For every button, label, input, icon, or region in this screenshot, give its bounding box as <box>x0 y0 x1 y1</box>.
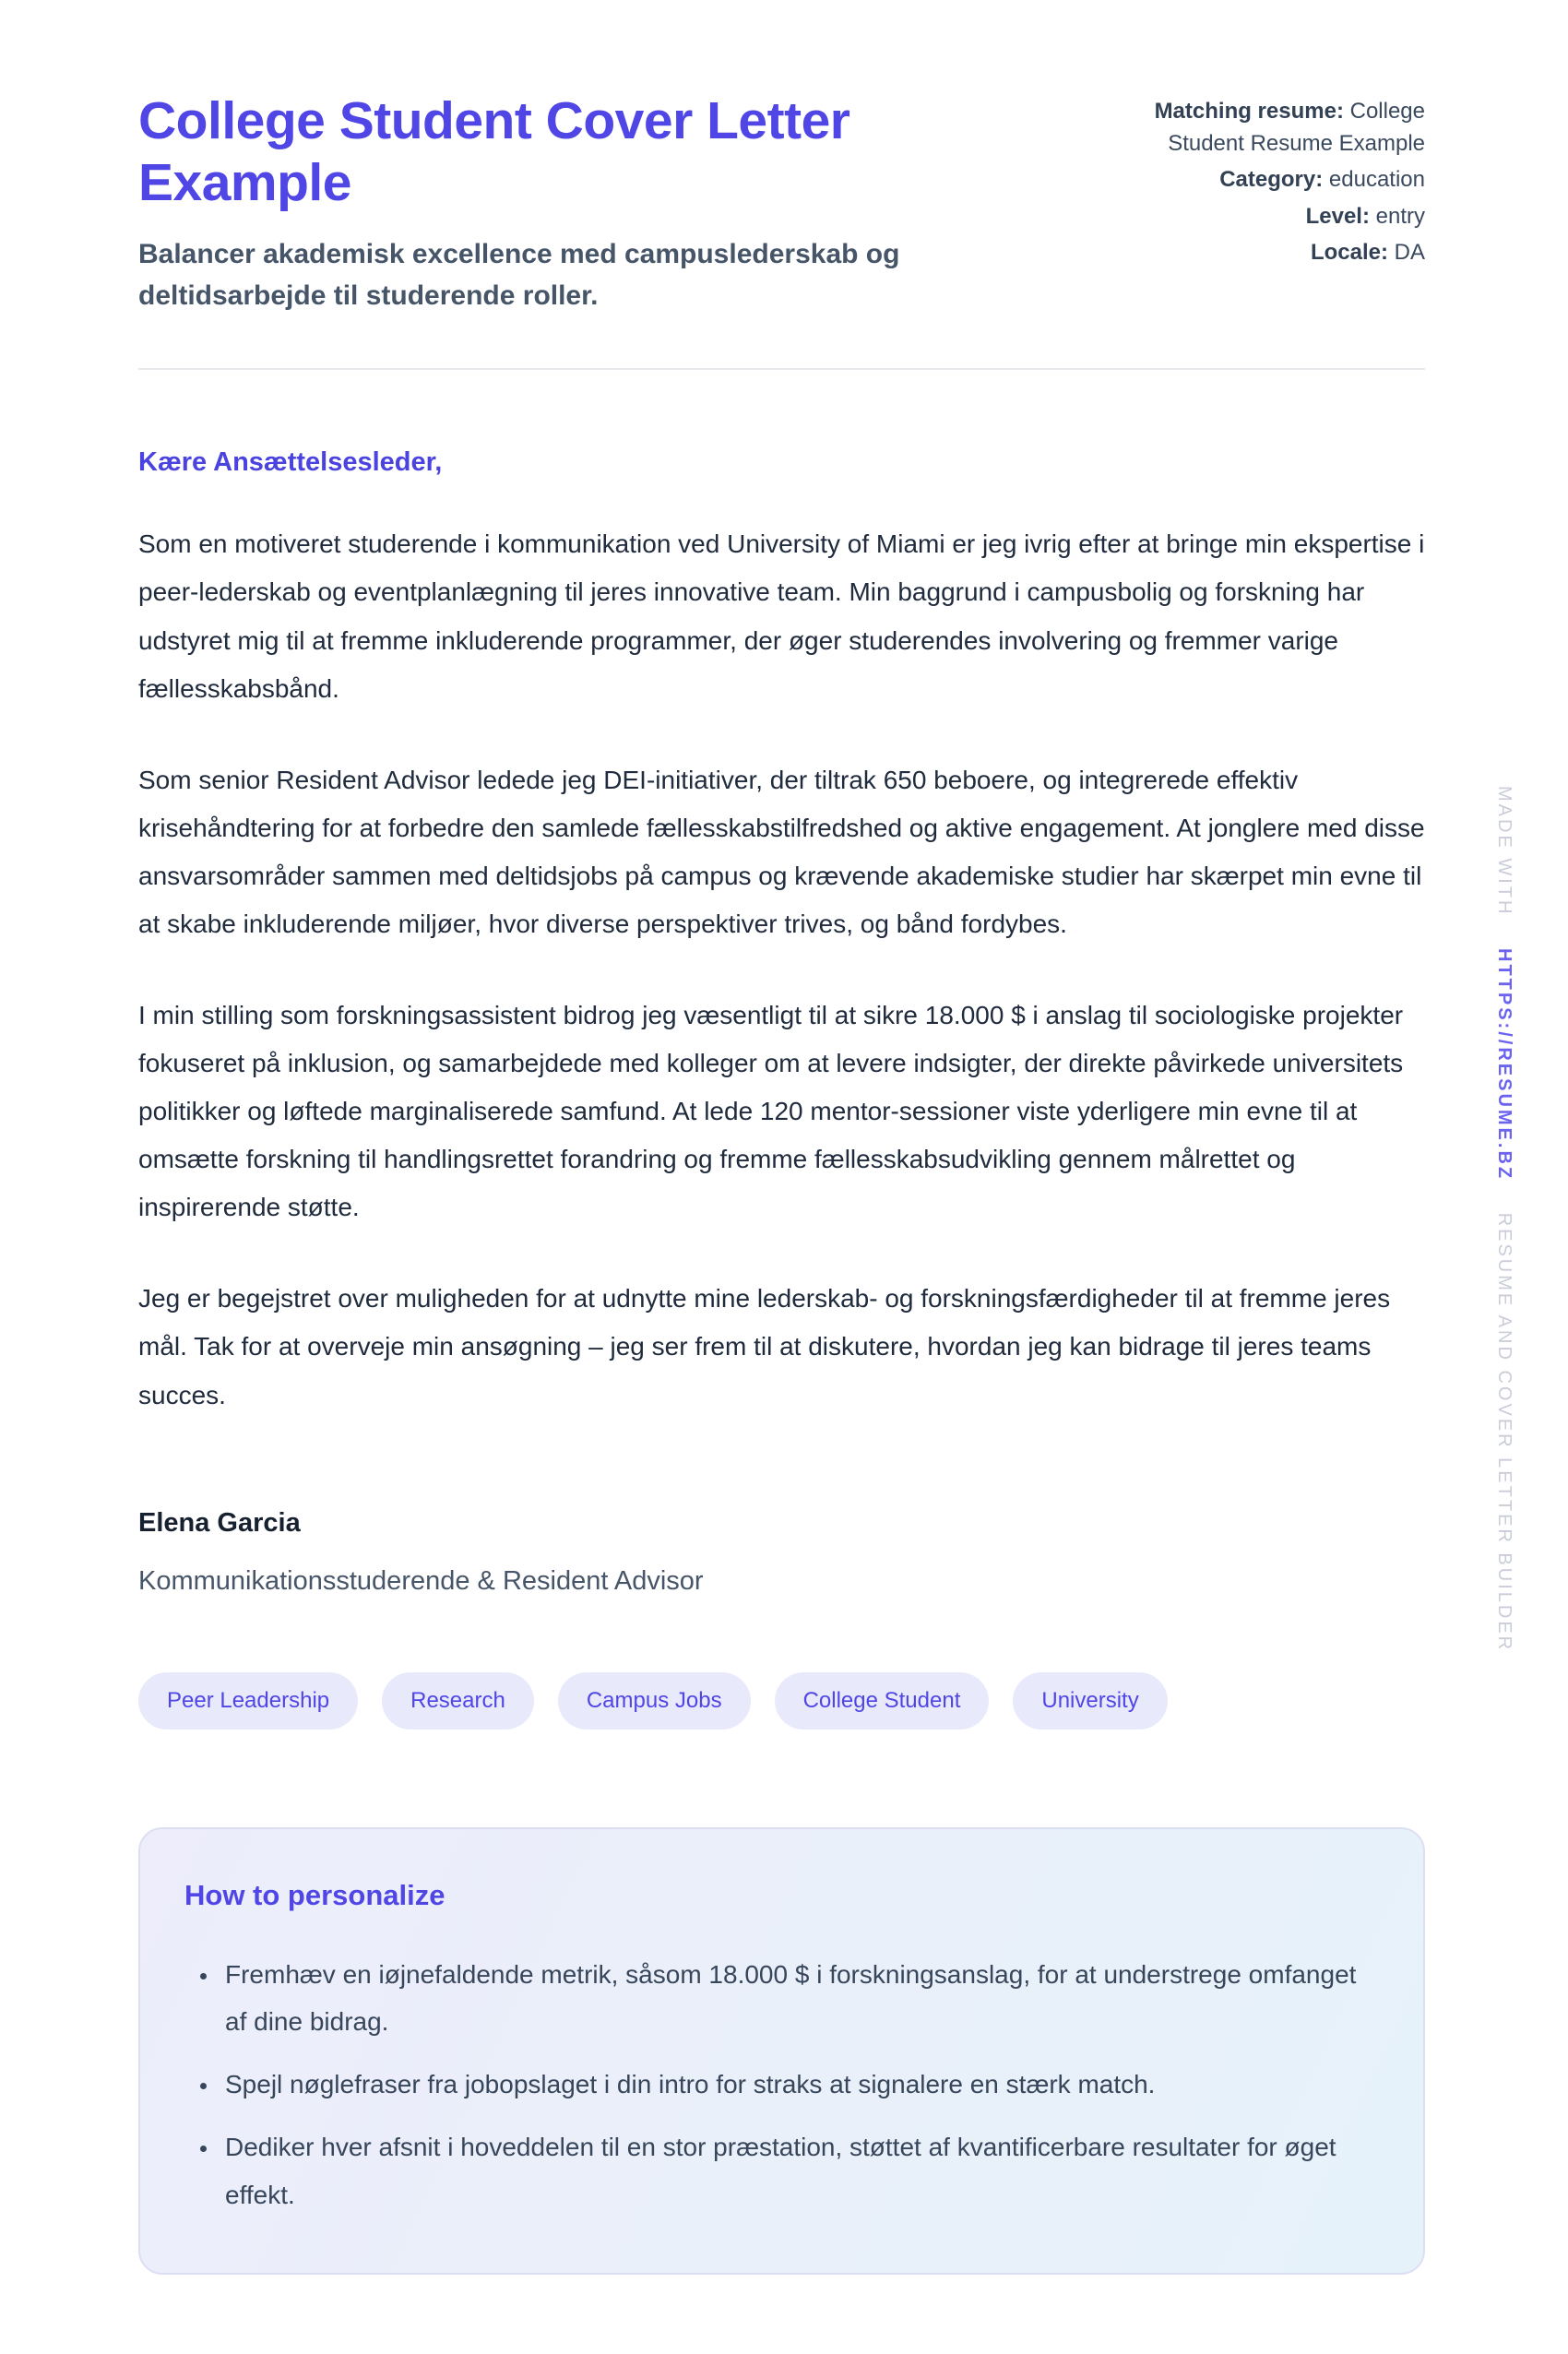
meta-locale-value: DA <box>1394 240 1425 266</box>
signature-name: Elena Garcia <box>138 1507 301 1538</box>
header-divider <box>138 368 1425 370</box>
signature-role: Kommunikationsstuderende & Resident Advisor <box>138 1565 704 1596</box>
letter-paragraph-4: Jeg er begejstret over muligheden for at udnytte mine lederskab- og forskningsfærdigheder til at fremme jeres mål. Tak for at overveje min ansøgning – jeg ser frem til at diskutere, hvordan jeg kan bidrage til jeres teams succes. <box>138 1284 1391 1409</box>
page-subtitle: Balancer akademisk excellence med campuslederskab og deltidsarbejde til studerende roller. <box>138 239 900 312</box>
meta-locale <box>1121 237 1425 269</box>
resume-meta-block <box>1121 90 1425 274</box>
watermark <box>1493 786 1515 1652</box>
meta-level-label: Level: <box>1305 203 1370 229</box>
tag-peer-leadership[interactable]: Peer Leadership <box>138 1672 358 1730</box>
watermark-prefix: MADE WITH <box>1494 786 1515 917</box>
page-header <box>138 90 1425 316</box>
tag-university[interactable]: University <box>1013 1672 1167 1730</box>
meta-matching-resume-value: College Student Resume Example <box>1168 99 1425 156</box>
resume-bz-link[interactable]: HTTPS://RESUME.BZ <box>1494 948 1515 1182</box>
personalize-tip-2: • Spejl nøglefraser fra jobopslaget i din intro for straks at signalere en stærk match. <box>220 2061 1372 2109</box>
letter-paragraph-1: Som en motiveret studerende i kommunikation ved University of Miami er jeg ivrig efter at bringe min ekspertise i peer-lederskab og eventplanlægning til jeres innovative team. Min baggrund i campusbolig og forskning har udstyret mig til at fremme inkluderende programmer, der øger studerendes involvering og fremmer varige fællesskabsbånd. <box>138 529 1425 703</box>
meta-matching-resume <box>1121 96 1425 160</box>
personalize-title: How to personalize <box>184 1878 445 1911</box>
meta-category-label: Category: <box>1219 167 1324 193</box>
page-title: College Student Cover Letter Example <box>138 91 850 212</box>
meta-category <box>1121 164 1425 196</box>
meta-locale-label: Locale: <box>1310 240 1388 266</box>
tag-research[interactable]: Research <box>382 1672 534 1730</box>
letter-paragraph-2: Som senior Resident Advisor ledede jeg DEI-initiativer, der tiltrak 650 beboere, og integrerede effektiv krisehåndtering for at forbedre den samlede fællesskabstilfredshed og aktive engagement. At jonglere med disse ansvarsområder sammen med deltidsjobs på campus og krævende akademiske studier har skærpet min evne til at skabe inkluderende miljøer, hvor diverse perspektiver trives, og bånd fordybes. <box>138 765 1425 938</box>
personalize-tip-1: • Fremhæv en iøjnefaldende metrik, såsom 18.000 $ i forskningsanslag, for at understrege omfanget af dine bidrag. <box>220 1951 1372 2047</box>
cover-letter-body <box>138 447 1425 1596</box>
signature-block <box>138 1508 1425 1597</box>
personalize-tip-3: • Dediker hver afsnit i hoveddelen til en stor præstation, støttet af kvantificerbare resultater for øget effekt. <box>220 2123 1372 2219</box>
tag-college-student[interactable]: College Student <box>775 1672 990 1730</box>
tag-list <box>138 1672 1425 1730</box>
letter-paragraph-3: I min stilling som forskningsassistent bidrog jeg væsentligt til at sikre 18.000 $ i anslag til sociologiske projekter fokuseret på inklusion, og samarbejdede med kolleger om at levere indsigter, der direkte påvirkede universitets politikker og løftede marginaliserede samfund. At lede 120 mentor-sessioner viste yderligere min evne til at omsætte forskning til handlingsrettet forandring og fremme fællesskabsudvikling gennem målrettet og inspirerende støtte. <box>138 1001 1404 1222</box>
watermark-suffix: RESUME AND COVER LETTER BUILDER <box>1494 1212 1515 1653</box>
meta-matching-resume-label: Matching resume: <box>1154 99 1344 124</box>
letter-greeting: Kære Ansættelsesleder, <box>138 447 443 478</box>
header-title-block <box>138 90 1121 316</box>
meta-level <box>1121 201 1425 233</box>
personalize-card <box>138 1827 1425 2275</box>
meta-category-value: education <box>1328 167 1425 193</box>
tag-campus-jobs[interactable]: Campus Jobs <box>558 1672 751 1730</box>
personalize-tip-list <box>184 1951 1372 2219</box>
meta-level-value: entry <box>1375 203 1425 229</box>
